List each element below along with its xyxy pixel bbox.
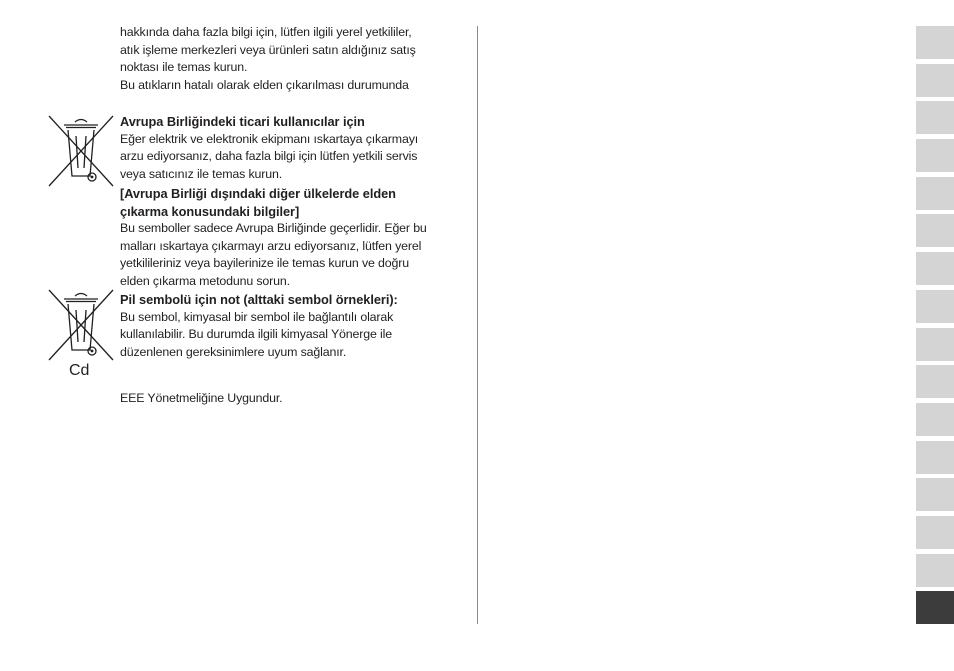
eu-business-section xyxy=(120,113,465,183)
side-tab xyxy=(916,101,954,134)
text-line: kullanılabilir. Bu durumda ilgili kimyasal Yönerge ile xyxy=(120,327,392,342)
text-line: Bu atıkların hatalı olarak elden çıkarılması durumunda xyxy=(120,77,409,92)
column-divider xyxy=(477,26,478,624)
side-tab xyxy=(916,64,954,97)
text-line: yetkilileriniz veya bayilerinize ile temas kurun ve doğru xyxy=(120,256,409,271)
text-line: hakkında daha fazla bilgi için, lütfen ilgili yerel yetkililer, xyxy=(120,25,412,39)
section-heading: çıkarma konusundaki bilgiler] xyxy=(120,203,300,219)
side-tab xyxy=(916,403,954,436)
crossed-out-wheelie-bin-icon xyxy=(48,288,114,362)
side-tab xyxy=(916,441,954,474)
side-tab xyxy=(916,290,954,323)
text-line: malları ıskartaya çıkarmayı arzu ediyorsanız, lütfen yerel xyxy=(120,238,422,253)
text-line: noktası ile temas kurun. xyxy=(120,60,248,75)
text-line: arzu ediyorsanız, daha fazla bilgi için lütfen yetkili servis xyxy=(120,149,418,164)
side-tab xyxy=(916,554,954,587)
text-line: Bu semboller sadece Avrupa Birliğinde geçerlidir. Eğer bu xyxy=(120,221,427,236)
side-tab xyxy=(916,328,954,361)
text-line: atık işleme merkezleri veya ürünleri satın aldığınız satış xyxy=(120,42,416,57)
side-tab-strip xyxy=(916,26,954,629)
eee-compliance-text xyxy=(120,390,465,408)
side-tab xyxy=(916,26,954,59)
text-line: veya satıcınız ile temas kurun. xyxy=(120,166,283,181)
side-tab xyxy=(916,139,954,172)
crossed-out-wheelie-bin-icon xyxy=(48,114,114,188)
non-eu-section xyxy=(120,185,465,291)
text-line: EEE Yönetmeliğine Uygundur. xyxy=(120,391,283,405)
intro-paragraph xyxy=(120,24,465,94)
side-tab xyxy=(916,516,954,549)
text-line: elden çıkarma metodunu sorun. xyxy=(120,273,290,288)
side-tab xyxy=(916,177,954,210)
text-line: Eğer elektrik ve elektronik ekipmanı ıskartaya çıkarmayı xyxy=(120,131,419,146)
text-line: Bu sembol, kimyasal bir sembol ile bağlantılı olarak xyxy=(120,309,394,324)
section-heading: [Avrupa Birliği dışındaki diğer ülkelerde elden xyxy=(120,186,396,201)
text-line: düzenlenen gereksinimlere uyum sağlanır. xyxy=(120,344,347,359)
side-tab xyxy=(916,365,954,398)
chemical-symbol-label: Cd xyxy=(69,362,90,379)
battery-note-section xyxy=(120,291,465,361)
side-tab xyxy=(916,252,954,285)
side-tab xyxy=(916,478,954,511)
side-tab xyxy=(916,214,954,247)
side-tab-active xyxy=(916,591,954,624)
section-heading: Pil sembolü için not (alttaki sembol örnekleri): xyxy=(120,292,398,307)
section-heading: Avrupa Birliğindeki ticari kullanıcılar için xyxy=(120,114,365,129)
